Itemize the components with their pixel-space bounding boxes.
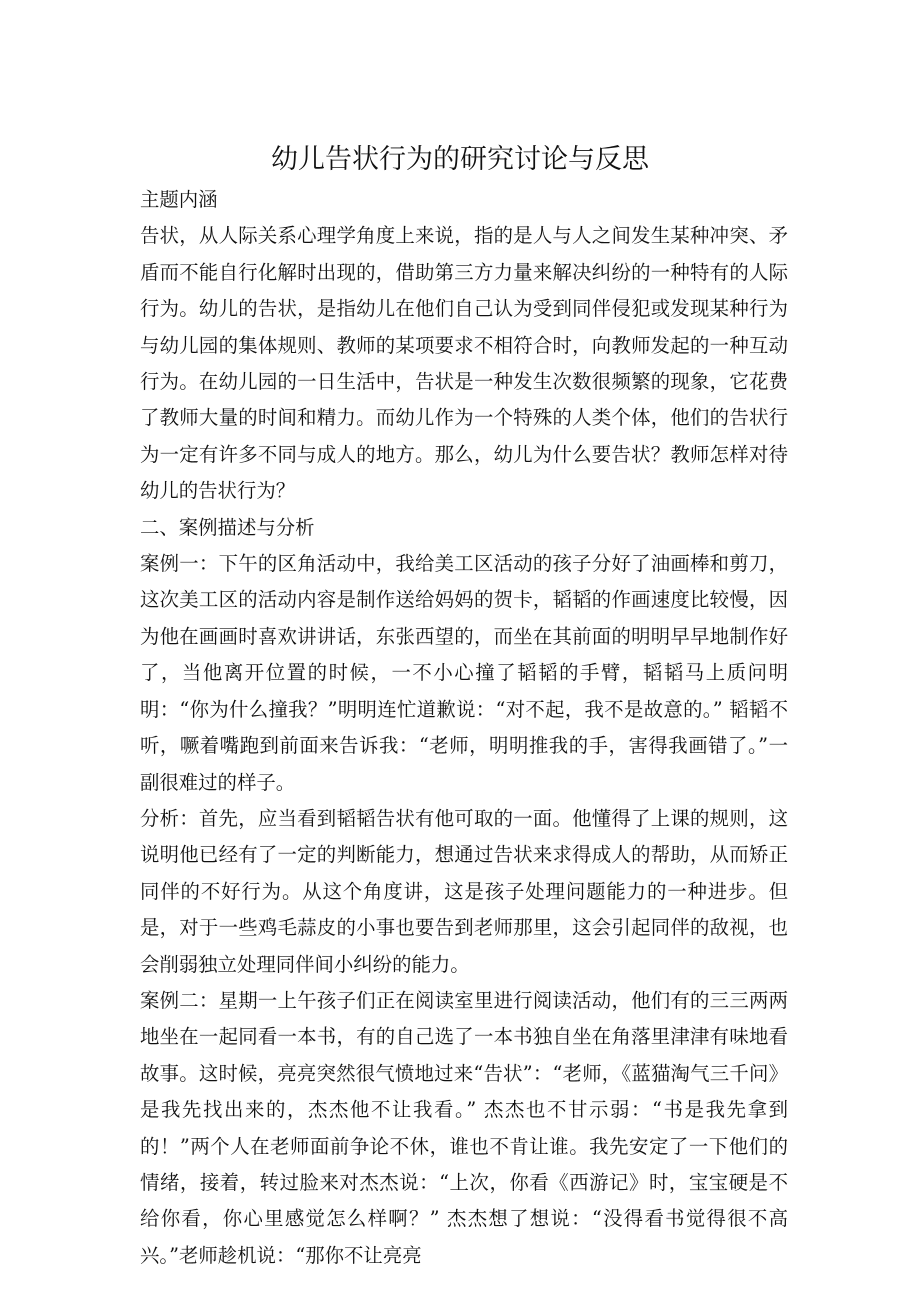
paragraph-case-two: 案例二：星期一上午孩子们正在阅读室里进行阅读活动，他们有的三三两两地坐在一起同看一本书，有的自己选了一本书独自坐在角落里津津有味地看故事。这时候，亮亮突然很气愤地过来“告状”：“老师，《蓝猫淘气三千问》是我先找出来的，杰杰他不让我看。” 杰杰也不甘示弱：“书是我先拿到的！”两个人在老师面前争论不休，谁也不肯让谁。我先安定了一下他们的情绪，接着，转过脸来对杰杰说：“上次，你看《西游记》时，宝宝硬是不给你看，你心里感觉怎么样啊？” 杰杰想了想说：“没得看书觉得很不高兴。”老师趁机说：“那你不让亮亮 <box>140 988 788 1267</box>
section-heading-cases: 二、案例描述与分析 <box>140 515 315 539</box>
paragraph-analysis: 分析：首先，应当看到韬韬告状有他可取的一面。他懂得了上课的规则，这说明他已经有了一定的判断能力，想通过告状来求得成人的帮助，从而矫正同伴的不好行为。从这个角度讲，这是孩子处理问题能力的一种进步。但是，对于一些鸡毛蒜皮的小事也要告到老师那里，这会引起同伴的敌视，也会削弱独立处理同伴间小纠纷的能力。 <box>140 806 788 976</box>
document-body <box>140 182 788 1274</box>
document-title: 幼儿告状行为的研究讨论与反思 <box>271 144 649 175</box>
paragraph-case-one: 案例一：下午的区角活动中，我给美工区活动的孩子分好了油画棒和剪刀，这次美工区的活动内容是制作送给妈妈的贺卡，韬韬的作画速度比较慢，因为他在画画时喜欢讲讲话，东张西望的，而坐在其前面的明明早早地制作好了，当他离开位置的时候，一不小心撞了韬韬的手臂，韬韬马上质问明明：“你为什么撞我？”明明连忙道歉说：“对不起，我不是故意的。” 韬韬不听，噘着嘴跑到前面来告诉我：“老师，明明推我的手，害得我画错了。”一副很难过的样子。 <box>140 552 788 794</box>
section-heading-theme: 主题内涵 <box>140 188 218 211</box>
paragraph-definition: 告状，从人际关系心理学角度上来说，指的是人与人之间发生某种冲突、矛盾而不能自行化解时出现的，借助第三方力量来解决纠纷的一种特有的人际行为。幼儿的告状，是指幼儿在他们自己认为受到同伴侵犯或发现某种行为与幼儿园的集体规则、教师的某项要求不相符合时，向教师发起的一种互动行为。在幼儿园的一日生活中，告状是一种发生次数很频繁的现象，它花费了教师大量的时间和精力。而幼儿作为一个特殊的人类个体，他们的告状行为一定有许多不同与成人的地方。那么，幼儿为什么要告状？教师怎样对待幼儿的告状行为？ <box>140 224 788 503</box>
